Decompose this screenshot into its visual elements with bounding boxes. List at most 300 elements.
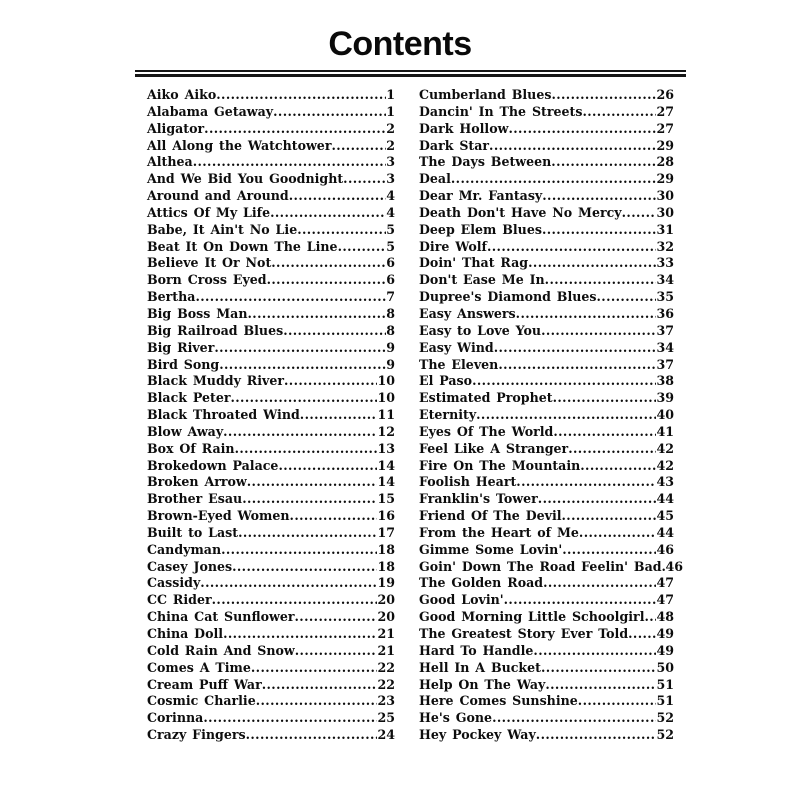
toc-entry <box>419 710 674 727</box>
toc-entry <box>419 340 674 357</box>
song-title: Here Comes Sunshine <box>419 693 578 709</box>
dot-leader <box>223 626 377 641</box>
page-number: 43 <box>656 474 674 490</box>
song-title: Comes A Time <box>147 659 251 675</box>
song-title: Corinna <box>147 710 204 726</box>
page-number: 9 <box>386 339 395 355</box>
song-title: The Eleven <box>419 356 499 372</box>
song-title: Believe It Or Not <box>147 255 272 271</box>
song-title: Cassidy <box>147 575 201 591</box>
dot-leader <box>251 660 378 675</box>
song-title: Bertha <box>147 289 196 305</box>
page-number: 7 <box>386 289 395 305</box>
dot-leader <box>267 272 387 287</box>
song-title: Aiko Aiko <box>147 87 217 102</box>
song-title: The Golden Road <box>419 575 544 591</box>
dot-leader <box>562 508 657 523</box>
song-title: Built to Last <box>147 524 239 540</box>
toc-entry <box>419 373 674 390</box>
dot-leader <box>543 575 656 590</box>
toc-entry <box>419 222 674 239</box>
page-number: 36 <box>656 305 674 321</box>
dot-leader <box>553 390 657 405</box>
page-number: 46 <box>665 558 684 574</box>
dot-leader <box>536 727 657 742</box>
page-number: 38 <box>656 373 674 389</box>
dot-leader <box>580 458 656 473</box>
toc-entry <box>147 171 395 188</box>
song-title: El Paso <box>419 373 473 389</box>
dot-leader <box>508 121 656 136</box>
page-number: 48 <box>656 609 674 625</box>
page-number: 52 <box>656 727 674 743</box>
dot-leader <box>551 87 656 102</box>
page-number: 51 <box>656 693 674 709</box>
dot-leader <box>204 121 386 136</box>
song-title: Eyes Of The World <box>419 423 554 439</box>
toc-entry <box>419 592 674 609</box>
toc-entry <box>419 458 674 475</box>
song-title: Around and Around <box>147 188 289 204</box>
toc-entry <box>419 188 674 205</box>
toc-entry <box>419 626 674 643</box>
dot-leader <box>628 626 656 641</box>
dot-leader <box>273 104 386 119</box>
toc-entry <box>147 205 395 222</box>
toc-entry <box>147 255 395 272</box>
page-number: 29 <box>656 171 674 187</box>
song-title: Dupree's Diamond Blues <box>419 289 597 305</box>
song-title: Alabama Getaway <box>147 103 274 119</box>
dot-leader <box>246 727 378 742</box>
toc-entry <box>419 272 674 289</box>
toc-entry <box>419 323 674 340</box>
page-number: 50 <box>656 659 674 675</box>
toc-entry <box>419 87 674 104</box>
page-number: 14 <box>377 474 395 490</box>
toc-entry <box>419 154 674 171</box>
page-number: 15 <box>377 491 395 507</box>
song-title: Estimated Prophet <box>419 390 553 406</box>
page-number: 23 <box>377 693 395 709</box>
page-number: 37 <box>656 356 674 372</box>
page-number: 34 <box>656 339 674 355</box>
toc-entry <box>419 407 674 424</box>
song-title: Broken Arrow <box>147 474 247 490</box>
song-title: Crazy Fingers <box>147 727 246 743</box>
dot-leader <box>338 239 387 254</box>
toc-entry <box>147 508 395 525</box>
song-title: All Along the Watchtower <box>147 137 332 153</box>
page-number: 28 <box>656 154 674 170</box>
toc-entry <box>419 727 674 744</box>
song-title: Foolish Heart <box>419 474 517 490</box>
song-title: Big Boss Man <box>147 305 248 321</box>
toc-entry <box>147 323 395 340</box>
dot-leader <box>582 104 656 119</box>
song-title: Big Railroad Blues <box>147 322 284 338</box>
song-title: Dear Mr. Fantasy <box>419 188 543 204</box>
song-title: Born Cross Eyed <box>147 272 267 288</box>
dot-leader <box>232 559 377 574</box>
song-title: Feel Like A Stranger <box>419 440 569 456</box>
toc-entry <box>419 575 674 592</box>
page-number: 3 <box>386 154 395 170</box>
dot-leader <box>256 693 378 708</box>
dot-leader <box>214 340 386 355</box>
page-number: 42 <box>656 457 674 473</box>
page-number: 25 <box>377 710 395 726</box>
toc-entry <box>147 154 395 171</box>
dot-leader <box>542 222 657 237</box>
page-number: 21 <box>377 626 395 641</box>
toc-entry <box>147 542 395 559</box>
dot-leader <box>212 592 378 607</box>
dot-leader <box>223 424 377 439</box>
page-number: 12 <box>377 423 395 439</box>
dot-leader <box>516 474 656 489</box>
song-title: Help On The Way <box>419 676 546 692</box>
song-title: Althea <box>147 154 193 170</box>
toc-entry <box>147 693 395 710</box>
dot-leader <box>295 609 378 624</box>
toc-entry <box>147 710 395 727</box>
page-number: 2 <box>386 120 395 136</box>
dot-leader <box>622 205 657 220</box>
song-title: Franklin's Tower <box>419 491 538 507</box>
dot-leader <box>270 205 386 220</box>
toc-entry <box>147 660 395 677</box>
song-title: Easy Wind <box>419 339 494 355</box>
page-number: 5 <box>386 221 395 237</box>
page-number: 27 <box>656 103 674 119</box>
song-title: Bird Song <box>147 356 220 372</box>
song-title: Dire Wolf <box>419 238 487 254</box>
toc-entry <box>419 390 674 407</box>
toc-entry <box>419 441 674 458</box>
page-number: 30 <box>656 188 674 204</box>
song-title: Brother Esau <box>147 491 243 507</box>
toc-entry <box>147 491 395 508</box>
toc-entry <box>419 508 674 525</box>
toc-entry <box>147 222 395 239</box>
page-number: 26 <box>656 87 674 102</box>
page-number: 49 <box>656 642 674 658</box>
song-title: Big River <box>147 339 215 355</box>
toc-entry <box>419 558 684 576</box>
toc-entry <box>419 424 674 441</box>
toc-entry <box>147 525 395 542</box>
toc-entry <box>419 121 674 138</box>
song-title: Box Of Rain <box>147 440 235 456</box>
song-title: Brown-Eyed Women <box>147 508 290 524</box>
song-title: Babe, It Ain't No Lie <box>147 221 298 237</box>
song-title: China Cat Sunflower <box>147 609 295 625</box>
page-number: 1 <box>386 103 395 119</box>
toc-entry <box>147 407 395 424</box>
dot-leader <box>451 171 657 186</box>
dot-leader <box>597 289 657 304</box>
dot-leader <box>533 643 656 658</box>
toc-entry <box>419 104 674 121</box>
page-number: 29 <box>656 137 674 153</box>
page-number: 18 <box>377 558 395 574</box>
dot-leader <box>545 272 657 287</box>
song-title: Dark Star <box>419 137 490 153</box>
dot-leader <box>297 222 386 237</box>
toc-entry <box>147 289 395 306</box>
song-title: Friend Of The Devil <box>419 508 562 524</box>
toc-entry <box>419 677 674 694</box>
page-number: 2 <box>386 137 395 153</box>
dot-leader <box>193 154 387 169</box>
page-number: 35 <box>656 289 674 305</box>
song-title: Black Muddy River <box>147 373 284 389</box>
song-title: Cold Rain And Snow <box>147 642 295 658</box>
toc-entry <box>419 306 674 323</box>
dot-leader <box>248 306 387 321</box>
song-title: Attics Of My Life <box>147 204 271 220</box>
song-title: Deep Elem Blues <box>419 221 542 237</box>
dot-leader <box>551 154 656 169</box>
song-title: Good Morning Little Schoolgirl <box>419 609 645 625</box>
page-number: 18 <box>377 541 395 557</box>
dot-leader <box>472 373 656 388</box>
toc-right-column <box>419 87 684 744</box>
page-number: 24 <box>377 727 395 743</box>
dot-leader <box>528 255 656 270</box>
page-number: 13 <box>377 440 395 456</box>
song-title: Easy Answers <box>419 305 516 321</box>
toc-left-column <box>147 87 395 744</box>
toc-entry <box>419 525 674 542</box>
song-title: Doin' That Rag <box>419 255 529 271</box>
toc-entry <box>147 239 395 256</box>
page-number: 37 <box>656 322 674 338</box>
dot-leader <box>498 357 656 372</box>
dot-leader <box>541 660 656 675</box>
page-number: 31 <box>656 221 674 237</box>
dot-leader <box>242 491 377 506</box>
dot-leader <box>578 693 657 708</box>
toc-entry <box>419 289 674 306</box>
toc-entry <box>147 306 395 323</box>
toc-entry <box>147 626 395 643</box>
toc-entry <box>147 104 395 121</box>
dot-leader <box>562 542 656 557</box>
dot-leader <box>289 188 386 203</box>
song-title: And We Bid You Goodnight <box>147 171 344 187</box>
toc-entry <box>147 138 395 155</box>
song-title: Easy to Love You <box>419 322 542 338</box>
page-number: 34 <box>656 272 674 288</box>
page-number: 44 <box>656 524 674 540</box>
page-number: 11 <box>377 407 395 423</box>
dot-leader <box>221 542 377 557</box>
dot-leader <box>284 373 377 388</box>
toc-entry <box>147 441 395 458</box>
page-number: 30 <box>656 204 674 220</box>
dot-leader <box>579 525 657 540</box>
toc-entry <box>147 458 395 475</box>
toc-entry <box>147 121 395 138</box>
toc-entry <box>147 272 395 289</box>
toc-entry <box>147 727 395 744</box>
page-number: 8 <box>386 322 395 338</box>
toc-entry <box>419 171 674 188</box>
page-number: 3 <box>386 171 395 187</box>
toc-entry <box>419 491 674 508</box>
dot-leader <box>300 407 378 422</box>
song-title: Good Lovin' <box>419 592 504 608</box>
song-title: Dancin' In The Streets <box>419 103 583 119</box>
page-number: 9 <box>386 356 395 372</box>
dot-leader <box>644 609 656 624</box>
dot-leader <box>545 677 656 692</box>
dot-leader <box>200 575 377 590</box>
toc-entry <box>419 239 674 256</box>
page-number: 19 <box>377 575 395 591</box>
toc-entry <box>419 693 674 710</box>
song-title: From the Heart of Me <box>419 524 579 540</box>
toc-entry <box>147 677 395 694</box>
dot-leader <box>343 171 386 186</box>
song-title: Dark Hollow <box>419 120 509 136</box>
page-title: Contents <box>328 25 472 63</box>
song-title: Hell In A Bucket <box>419 659 541 675</box>
dot-leader <box>290 508 378 523</box>
song-title: Cumberland Blues <box>419 87 552 102</box>
song-title: Cosmic Charlie <box>147 693 256 709</box>
toc-entry <box>147 609 395 626</box>
page-number: 47 <box>656 575 674 591</box>
dot-leader <box>271 255 386 270</box>
song-title: Casey Jones <box>147 558 233 574</box>
dot-leader <box>541 323 656 338</box>
dot-leader <box>262 677 378 692</box>
toc-entry <box>419 542 674 559</box>
page-number: 20 <box>377 609 395 625</box>
song-title: Blow Away <box>147 423 224 439</box>
song-title: Hard To Handle <box>419 642 534 658</box>
toc-entry <box>419 660 674 677</box>
song-title: Eternity <box>419 407 477 423</box>
toc-entry <box>419 205 674 222</box>
dot-leader <box>542 188 656 203</box>
dot-leader <box>219 357 386 372</box>
dot-leader <box>553 424 656 439</box>
page-number: 49 <box>656 626 674 641</box>
toc-entry <box>419 357 674 374</box>
toc-entry <box>147 592 395 609</box>
page-number: 39 <box>656 390 674 406</box>
song-title: Goin' Down The Road Feelin' Bad <box>419 558 662 574</box>
song-title: Aligator <box>147 120 205 136</box>
song-title: China Doll <box>147 626 224 641</box>
dot-leader <box>516 306 657 321</box>
song-title: Beat It On Down The Line <box>147 238 338 254</box>
song-title: Black Throated Wind <box>147 407 300 423</box>
page-number: 40 <box>656 407 674 423</box>
page-number: 20 <box>377 592 395 608</box>
song-title: The Greatest Story Ever Told <box>419 626 629 641</box>
toc-entry <box>147 474 395 491</box>
song-title: CC Rider <box>147 592 212 608</box>
page-number: 16 <box>377 508 395 524</box>
dot-leader <box>489 138 656 153</box>
toc-entry <box>147 87 395 104</box>
toc-entry <box>147 424 395 441</box>
toc-entry <box>147 357 395 374</box>
dot-leader <box>238 525 377 540</box>
page-number: 45 <box>656 508 674 524</box>
toc-entry <box>147 373 395 390</box>
page-number: 22 <box>377 676 395 692</box>
dot-leader <box>230 390 377 405</box>
page-number: 6 <box>386 272 395 288</box>
dot-leader <box>492 710 656 725</box>
dot-leader <box>494 340 657 355</box>
toc-entry <box>147 575 395 592</box>
song-title: Gimme Some Lovin' <box>419 541 563 557</box>
toc-entry <box>147 559 395 576</box>
dot-leader <box>203 710 377 725</box>
toc-entry <box>419 255 674 272</box>
song-title: The Days Between <box>419 154 552 170</box>
page-number: 6 <box>386 255 395 271</box>
page-number: 14 <box>377 457 395 473</box>
page-number: 17 <box>377 524 395 540</box>
dot-leader <box>476 407 656 422</box>
toc-entry <box>147 188 395 205</box>
song-title: Candyman <box>147 541 222 557</box>
page-number: 52 <box>656 710 674 726</box>
page-number: 10 <box>377 373 395 389</box>
double-rule-divider <box>135 70 686 77</box>
dot-leader <box>295 643 378 658</box>
song-title: Deal <box>419 171 451 187</box>
page-number: 8 <box>386 305 395 321</box>
song-title: Cream Puff War <box>147 676 262 692</box>
dot-leader <box>278 458 377 473</box>
dot-leader <box>504 592 657 607</box>
toc-entry <box>419 609 674 626</box>
dot-leader <box>487 239 657 254</box>
dot-leader <box>283 323 386 338</box>
page-number: 27 <box>656 120 674 136</box>
song-title: Fire On The Mountain <box>419 457 581 473</box>
page-number: 41 <box>656 423 674 439</box>
page-number: 4 <box>386 188 395 204</box>
page-number: 22 <box>377 659 395 675</box>
page-number: 32 <box>656 238 674 254</box>
toc-entry <box>419 474 674 491</box>
dot-leader <box>247 474 378 489</box>
page-number: 33 <box>656 255 674 271</box>
dot-leader <box>331 138 386 153</box>
page-number: 46 <box>656 541 674 557</box>
dot-leader <box>216 87 386 102</box>
song-title: Brokedown Palace <box>147 457 279 473</box>
toc-entry <box>147 340 395 357</box>
page-number: 4 <box>386 204 395 220</box>
toc-entry <box>147 643 395 660</box>
toc-entry <box>147 390 395 407</box>
dot-leader <box>538 491 657 506</box>
page-number: 1 <box>386 87 395 102</box>
page-number: 5 <box>386 238 395 254</box>
page-number: 47 <box>656 592 674 608</box>
